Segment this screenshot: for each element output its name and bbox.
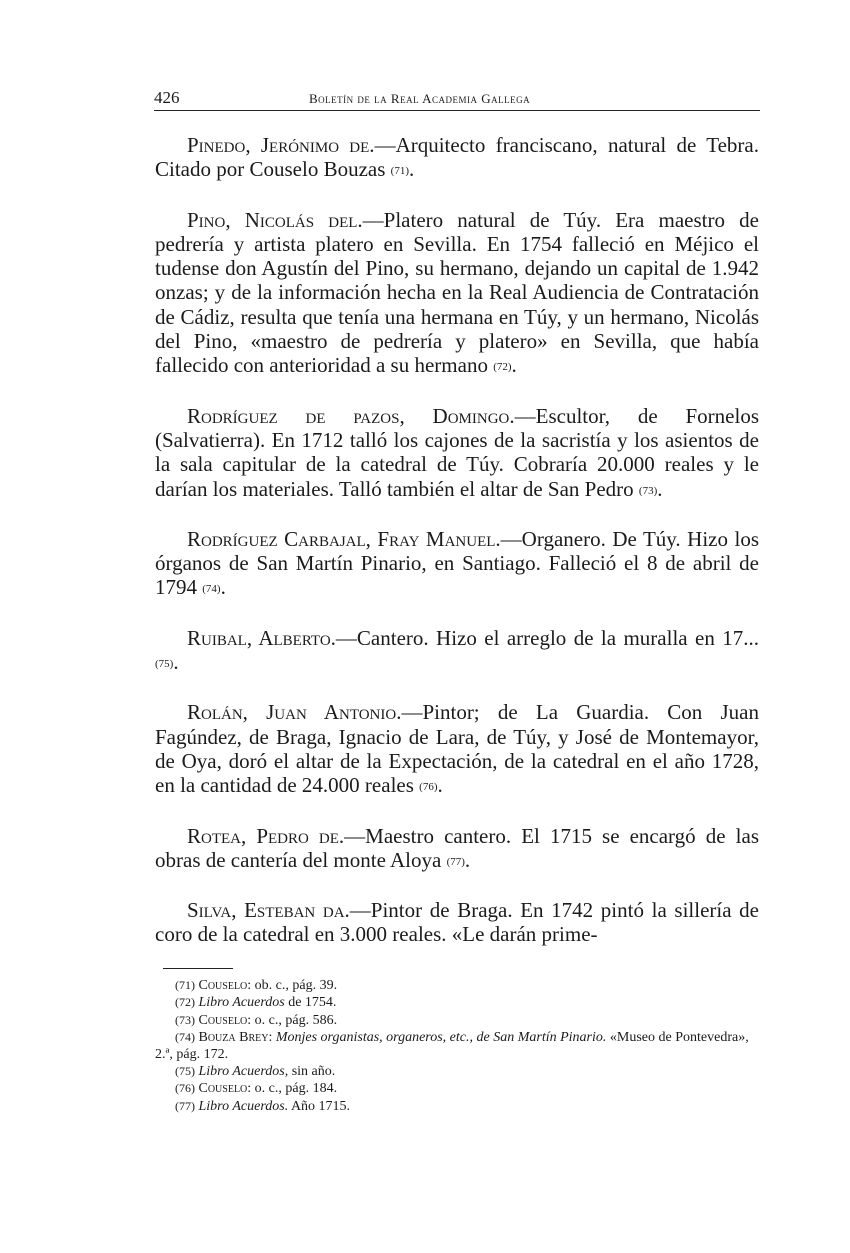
footnote-ref: (77) — [446, 855, 465, 868]
entry-name: Pino, Nicolás del. — [187, 207, 363, 232]
page-header — [154, 88, 760, 111]
footnote-ref: (71) — [390, 165, 409, 178]
entry-name: Ruibal, Alberto. — [187, 625, 336, 650]
entry-text: —Platero natural de Túy. Era maestro de pedrería y artista platero en Sevilla. En 1754 falleció en Méjico el tudense don Agustín del Pino, su hermano, dejando un capital de 1.942 onzas; y de la información hecha en la Real Audiencia de Contratación de Cádiz, resulta que tenía una hermana en Túy, y un hermano, Nicolás del Pino, «maestro de pedrería y platero» en Sevilla, que había fallecido con anterioridad a su hermano — [155, 207, 759, 378]
footnotes — [155, 977, 759, 1115]
footnote-71: (71) Couselo: ob. c., pág. 39. — [175, 978, 338, 993]
entry-name: Rotea, Pedro de. — [187, 823, 345, 848]
entry-name: Rodríguez Carbajal, Fray Manuel. — [187, 526, 501, 551]
footnote-divider — [163, 968, 233, 969]
entry-rotea: Rotea, Pedro de.—Maestro cantero. El 1715 se encargó de las obras de cantería del monte Aloya $^{(77)}$. — [155, 823, 759, 872]
footnote-ref: (72) — [493, 361, 512, 374]
entry-silva — [155, 898, 759, 947]
entry-rodriguez-carbajal: Rodríguez Carbajal, Fray Manuel.—Organero. De Túy. Hizo los órganos de San Martín Pinario, en Santiago. Falleció el 8 de abril de 1794 $^{(74)}$. — [155, 526, 760, 600]
entry-text: —Escultor, de Fornelos (Salvatierra). En 1712 talló los cajones de la sacristía y los asientos de la sala capitular de la catedral de Túy. Cobraría 20.000 reales y le darían los materiales. Talló también el altar de San Pedro — [155, 403, 760, 501]
entry-text: —Organero. De Túy. Hizo los órganos de San Martín Pinario, en Santiago. Falleció el 8 de abril de 1794 — [155, 526, 760, 600]
footnote-72: (72) Libro Acuerdos de 1754. — [175, 995, 337, 1011]
entry-rodriguez-de-pazos: Rodríguez de pazos, Domingo.—Escultor, de Fornelos (Salvatierra). En 1712 talló los cajones de la sacristía y los asientos de la sala capitular de la catedral de Túy. Cobraría 20.000 reales y le darían los materiales. Talló también el altar de San Pedro $^{(73)}$. — [155, 403, 760, 501]
footnote-ref: (73) — [638, 484, 658, 497]
footnote-ref: (76) — [419, 781, 438, 794]
entry-pinedo: Pinedo, Jerónimo de.—Arquitecto franciscano, natural de Tebra. Citado por Couselo Bouzas $^{(71)}$. — [155, 133, 759, 182]
entry-text: —Cantero. Hizo el arreglo de la muralla en 17... — [335, 625, 759, 650]
page-number: 426 — [154, 88, 180, 107]
entry-name: Rodríguez de pazos, Domingo. — [187, 403, 515, 428]
entry-text: —Pintor de Braga. En 1742 pintó la sillería de coro de la catedral en 3.000 reales. «Le darán prime- — [155, 898, 759, 947]
entry-pino: Pino, Nicolás del.—Platero natural de Túy. Era maestro de pedrería y artista platero en Sevilla. En 1754 falleció en Méjico el tudense don Agustín del Pino, su hermano, dejando un capital de 1.942 onzas; y de la información hecha en la Real Audiencia de Contratación de Cádiz, resulta que tenía una hermana en Túy, y un hermano, Nicolás del Pino, «maestro de pedrería y platero» en Sevilla, que había fallecido con anterioridad a su hermano $^{(72)}$. — [155, 207, 759, 378]
running-title: Boletín de la Real Academia Gallega — [309, 91, 531, 106]
entry-text: —Arquitecto franciscano, natural de Tebra. Citado por Couselo Bouzas — [155, 133, 759, 182]
footnote-74: (74) Bouza Brey: Monjes organistas, organeros, etc., de San Martín Pinario. «Museo de Pontevedra», 2.ª, pág. 172. — [155, 1030, 749, 1062]
footnote-ref: (75) — [155, 658, 174, 671]
entry-name: Pinedo, Jerónimo de. — [187, 133, 375, 157]
footnote-77: (77) Libro Acuerdos. Año 1715. — [175, 1098, 351, 1114]
entry-rolan: Rolán, Juan Antonio.—Pintor; de La Guardia. Con Juan Fagúndez, de Braga, Ignacio de Lara, de Túy, y José de Montemayor, de Oya, doró el altar de la Expectación, de la catedral en el año 1728, en la cantidad de 24.000 reales $^{(76)}$. — [155, 700, 760, 798]
entry-ruibal: Ruibal, Alberto.—Cantero. Hizo el arreglo de la muralla en 17... $^{(75)}$. — [155, 625, 759, 675]
footnote-76: (76) Couselo: o. c., pág. 184. — [175, 1081, 338, 1097]
entry-name: Silva, Esteban da. — [187, 898, 350, 923]
entry-text: —Pintor; de La Guardia. Con Juan Fagúndez, de Braga, Ignacio de Lara, de Túy, y José de Montemayor, de Oya, doró el altar de la Expectación, de la catedral en el año 1728, en la cantidad de 24.000 reales — [155, 700, 760, 798]
entry-text: —Maestro cantero. El 1715 se encargó de las obras de cantería del monte Aloya — [155, 823, 759, 872]
footnote-73: (73) Couselo: o. c., pág. 586. — [175, 1012, 338, 1028]
body-text — [155, 133, 759, 971]
entry-name: Rolán, Juan Antonio. — [187, 700, 402, 725]
footnote-75: (75) Libro Acuerdos, sin año. — [175, 1064, 336, 1080]
footnote-ref: (74) — [202, 583, 221, 596]
